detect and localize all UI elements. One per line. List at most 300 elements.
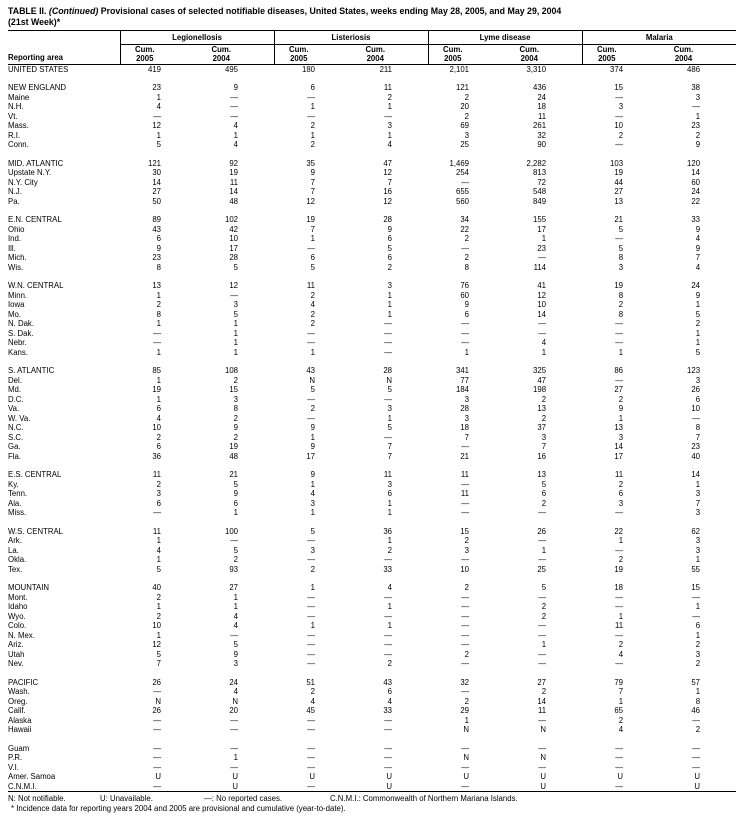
value-cell: 50	[152, 196, 161, 206]
area-cell: Va.	[8, 404, 20, 413]
value-cell: 3	[387, 281, 393, 290]
value-cell: 11	[537, 111, 547, 121]
value-cell: 9	[695, 243, 701, 253]
area-cell: Ga.	[8, 442, 21, 451]
area-cell: Colo.	[8, 621, 27, 630]
value-cell: 9	[695, 140, 701, 149]
value-cell: —	[615, 659, 624, 668]
area-cell: Guam	[8, 743, 30, 753]
value-cell: —	[230, 630, 239, 640]
value-cell: 6	[541, 489, 547, 498]
value-cell: 3	[233, 659, 239, 668]
table-row	[8, 621, 736, 631]
area-cell: Wash.	[8, 687, 30, 696]
value-cell: U	[232, 772, 239, 781]
value-cell: 1	[387, 536, 393, 545]
area-cell: Ohio	[8, 224, 25, 234]
area-cell: V.I.	[8, 762, 19, 772]
column-group-header: Malaria	[582, 31, 736, 45]
value-cell: 8	[618, 253, 624, 262]
value-cell: 2	[233, 375, 239, 385]
table-row	[8, 744, 736, 754]
column-group-header: Legionellosis	[120, 31, 274, 45]
value-cell: 4	[233, 140, 239, 149]
value-cell: 44	[614, 177, 624, 187]
area-cell: Tenn.	[8, 489, 28, 498]
table-row	[8, 763, 736, 773]
table-row	[8, 536, 736, 546]
area-cell: MID. ATLANTIC	[8, 158, 64, 168]
value-cell: 1	[233, 602, 239, 611]
year-header: 2005	[582, 54, 659, 64]
table-row	[8, 433, 736, 443]
value-cell: 48	[229, 196, 239, 206]
area-cell: Utah	[8, 649, 25, 659]
year-header: 2004	[505, 54, 582, 64]
cum-header: Cum.	[211, 45, 231, 54]
value-cell: 43	[306, 366, 316, 375]
value-cell: 3	[387, 404, 393, 413]
area-cell: La.	[8, 545, 19, 555]
value-cell: 11	[460, 489, 470, 498]
value-cell: 1	[618, 536, 624, 545]
value-cell: —	[384, 319, 393, 328]
value-cell: 3	[156, 489, 161, 498]
value-cell: 8	[464, 262, 470, 272]
cum-header: Cum.	[673, 45, 694, 54]
value-cell: 1	[233, 328, 239, 338]
area-cell: R.I.	[8, 130, 21, 140]
value-cell: 5	[387, 385, 393, 394]
area-cell: Wis.	[8, 262, 24, 272]
value-cell: 9	[695, 290, 701, 300]
value-cell: 3	[464, 130, 470, 140]
value-cell: 1	[156, 602, 161, 611]
value-cell: —	[538, 743, 547, 753]
value-cell: 6	[310, 83, 316, 92]
table-title	[8, 6, 735, 27]
value-cell: 20	[460, 102, 470, 111]
value-cell: 19	[306, 215, 316, 224]
area-cell: Mo.	[8, 309, 21, 319]
value-cell: 2	[387, 262, 393, 272]
footnote-legend	[8, 794, 735, 804]
value-cell: —	[538, 715, 547, 725]
table-row	[8, 593, 736, 603]
value-cell: 9	[387, 224, 393, 234]
value-cell: 2	[156, 300, 161, 309]
value-cell: 8	[156, 262, 161, 272]
value-cell: 2	[464, 253, 470, 262]
value-cell: 18	[614, 583, 624, 592]
value-cell: 20	[229, 706, 239, 715]
value-cell: 3,310	[526, 64, 547, 74]
area-cell: N.Y. City	[8, 177, 38, 187]
value-cell: 19	[229, 168, 239, 177]
value-cell: 560	[456, 196, 470, 206]
value-cell: —	[384, 762, 393, 772]
value-cell: 11	[229, 177, 239, 187]
value-cell: —	[615, 762, 624, 772]
value-cell: —	[307, 328, 316, 338]
value-cell: 9	[310, 423, 316, 432]
title-line2: (21st Week)*	[8, 16, 61, 27]
area-cell: W. Va.	[8, 413, 31, 423]
area-cell: Iowa	[8, 300, 25, 309]
value-cell: 10	[152, 423, 161, 432]
value-cell: 8	[233, 404, 239, 413]
value-cell: 8	[695, 696, 701, 706]
value-cell: 7	[387, 451, 393, 461]
value-cell: —	[538, 630, 547, 640]
value-cell: 9	[310, 470, 316, 479]
value-cell: 121	[147, 158, 161, 168]
value-cell: —	[307, 753, 316, 762]
value-cell: 8	[618, 290, 624, 300]
value-cell: 4	[618, 649, 624, 659]
area-cell: Hawaii	[8, 725, 32, 734]
value-cell: 1	[156, 92, 161, 102]
value-cell: 51	[306, 677, 316, 687]
value-cell: 2	[695, 319, 701, 328]
value-cell: U	[232, 781, 239, 791]
table-row	[8, 83, 736, 93]
area-cell: S. Dak.	[8, 328, 34, 338]
value-cell: —	[538, 328, 547, 338]
value-cell: 4	[310, 696, 316, 706]
value-cell: 1	[156, 394, 161, 404]
value-cell: U	[309, 772, 316, 781]
value-cell: 17	[614, 451, 624, 461]
table-row	[8, 772, 736, 782]
table-row	[8, 489, 736, 499]
value-cell: 325	[533, 366, 547, 375]
footnotes	[8, 794, 735, 814]
value-cell: 1	[695, 338, 701, 347]
value-cell: 9	[156, 243, 161, 253]
value-cell: —	[384, 555, 393, 564]
table-row	[8, 678, 736, 688]
value-cell: 3	[233, 394, 239, 404]
cum-header: Cum.	[582, 45, 659, 55]
value-cell: 2	[464, 583, 470, 592]
value-cell: 1	[695, 630, 701, 640]
value-cell: 4	[310, 300, 316, 309]
value-cell: 2	[541, 498, 547, 508]
footnote-incidence-note: * Incidence data for reporting years 2004 and 2005 are provisional and cumulative (year-to-date).	[11, 804, 346, 813]
value-cell: 23	[152, 253, 161, 262]
area-cell: Amer. Samoa	[8, 772, 56, 781]
section-gap	[8, 574, 736, 583]
value-cell: 14	[691, 470, 701, 479]
value-cell: 33	[691, 215, 701, 224]
value-cell: —	[307, 649, 316, 659]
value-cell: 34	[460, 215, 470, 224]
value-cell: —	[384, 111, 393, 121]
value-cell: 76	[460, 281, 470, 290]
value-cell: 19	[614, 281, 624, 290]
value-cell: N	[463, 753, 470, 762]
value-cell: 4	[233, 687, 239, 696]
value-cell: 2	[156, 479, 161, 489]
section-gap	[8, 357, 736, 366]
value-cell: 5	[618, 243, 624, 253]
value-cell: 3	[695, 536, 701, 545]
value-cell: N	[232, 696, 239, 706]
table-row	[8, 640, 736, 650]
value-cell: 2	[618, 300, 624, 309]
value-cell: —	[307, 338, 316, 347]
value-cell: 4	[695, 262, 701, 272]
value-cell: 7	[310, 177, 316, 187]
value-cell: 2	[310, 319, 316, 328]
value-cell: 11	[460, 470, 470, 479]
value-cell: 21	[229, 470, 239, 479]
value-cell: 6	[310, 253, 316, 262]
table-row	[8, 366, 736, 376]
value-cell: 26	[691, 385, 701, 394]
value-cell: 6	[387, 687, 393, 696]
value-cell: 1	[464, 715, 470, 725]
area-cell: Fla.	[8, 451, 21, 461]
value-cell: —	[153, 762, 161, 772]
value-cell: 38	[691, 83, 701, 92]
value-cell: 3	[618, 262, 624, 272]
value-cell: 1	[310, 508, 316, 517]
value-cell: 1	[541, 640, 547, 649]
value-cell: —	[538, 649, 547, 659]
value-cell: 5	[387, 243, 393, 253]
table-row	[8, 376, 736, 386]
value-cell: 2	[156, 432, 161, 442]
value-cell: 27	[537, 677, 547, 687]
value-cell: 4	[233, 621, 239, 630]
cum-header: Cum.	[120, 45, 197, 55]
value-cell: 11	[383, 470, 393, 479]
area-cell: Pa.	[8, 196, 20, 206]
value-cell: 1	[233, 592, 239, 602]
value-cell: 2	[541, 687, 547, 696]
value-cell: 1	[387, 309, 393, 319]
value-cell: 1	[156, 347, 161, 357]
value-cell: 14	[152, 177, 161, 187]
value-cell: —	[615, 508, 624, 517]
value-cell: 211	[379, 64, 393, 74]
value-cell: 27	[614, 385, 624, 394]
value-cell: 198	[533, 385, 547, 394]
value-cell: 42	[229, 224, 239, 234]
table-row	[8, 225, 736, 235]
value-cell: 2	[464, 536, 470, 545]
value-cell: —	[538, 762, 547, 772]
value-cell: —	[461, 781, 470, 791]
area-cell: W.S. CENTRAL	[8, 526, 64, 536]
table-row	[8, 583, 736, 593]
value-cell: 2	[695, 130, 701, 140]
value-cell: 849	[533, 196, 547, 206]
column-group-header: Listeriosis	[274, 31, 428, 45]
value-cell: 14	[614, 442, 624, 451]
value-cell: —	[692, 592, 701, 602]
value-cell: N	[540, 753, 547, 762]
value-cell: 1	[541, 234, 547, 243]
value-cell: —	[461, 687, 470, 696]
area-cell: Conn.	[8, 140, 29, 149]
value-cell: —	[461, 479, 470, 489]
value-cell: 43	[383, 677, 393, 687]
value-cell: 7	[387, 442, 393, 451]
value-cell: 14	[691, 168, 701, 177]
table-row	[8, 263, 736, 273]
year-header: 2004	[659, 54, 736, 64]
table-row	[8, 565, 736, 575]
value-cell: 2	[618, 640, 624, 649]
value-cell: 33	[383, 706, 393, 715]
value-cell: —	[538, 536, 547, 545]
column-group-header: Lyme disease	[428, 31, 582, 45]
value-cell: —	[153, 687, 161, 696]
value-cell: 22	[614, 526, 624, 536]
table-row	[8, 338, 736, 348]
area-cell: W.N. CENTRAL	[8, 281, 64, 290]
area-cell: E.S. CENTRAL	[8, 470, 62, 479]
value-cell: 7	[156, 659, 161, 668]
value-cell: —	[692, 102, 701, 111]
area-cell: Minn.	[8, 290, 28, 300]
value-cell: 3	[618, 498, 624, 508]
value-cell: —	[461, 743, 470, 753]
legend-cnmi: C.N.M.I.: Commonwealth of Northern Mariana Islands.	[330, 794, 518, 803]
value-cell: 1	[618, 413, 624, 423]
value-cell: 10	[460, 564, 470, 574]
value-cell: —	[384, 347, 393, 357]
value-cell: 9	[310, 168, 316, 177]
value-cell: —	[461, 319, 470, 328]
value-cell: 24	[691, 281, 701, 290]
value-cell: —	[153, 715, 161, 725]
table-row	[8, 253, 736, 263]
area-cell: Kans.	[8, 347, 28, 357]
value-cell: 2	[618, 555, 624, 564]
value-cell: 13	[614, 196, 624, 206]
value-cell: —	[615, 592, 624, 602]
value-cell: 72	[537, 177, 547, 187]
area-cell: Tex.	[8, 564, 23, 574]
value-cell: —	[307, 743, 316, 753]
value-cell: —	[153, 111, 161, 121]
cum-header: Cum.	[274, 45, 351, 55]
value-cell: 19	[614, 564, 624, 574]
value-cell: 23	[691, 442, 701, 451]
value-cell: U	[617, 772, 624, 781]
reporting-area-header: Reporting area	[8, 31, 120, 65]
table-row	[8, 93, 736, 103]
area-cell: Nev.	[8, 659, 24, 668]
table-row	[8, 197, 736, 207]
value-cell: 14	[537, 309, 547, 319]
title-table-number: TABLE II.	[8, 6, 47, 16]
value-cell: 6	[387, 489, 393, 498]
value-cell: 1	[695, 555, 701, 564]
table-row	[8, 112, 736, 122]
value-cell: —	[153, 781, 161, 791]
area-cell: Nebr.	[8, 338, 27, 347]
value-cell: 7	[541, 442, 547, 451]
area-cell: P.R.	[8, 753, 23, 762]
area-cell: N.C.	[8, 423, 24, 432]
value-cell: 36	[152, 451, 161, 461]
value-cell: 5	[156, 649, 161, 659]
value-cell: U	[694, 781, 701, 791]
value-cell: —	[538, 253, 547, 262]
value-cell: 11	[152, 526, 161, 536]
table-row	[8, 348, 736, 358]
value-cell: —	[615, 630, 624, 640]
value-cell: 1	[618, 696, 624, 706]
area-cell: Idaho	[8, 602, 28, 611]
area-cell: NEW ENGLAND	[8, 83, 67, 92]
value-cell: 69	[460, 121, 470, 130]
value-cell: 100	[225, 526, 239, 536]
value-cell: 2	[464, 92, 470, 102]
value-cell: 3	[541, 432, 547, 442]
value-cell: 22	[691, 196, 701, 206]
value-cell: 108	[225, 366, 239, 375]
value-cell: 11	[614, 621, 624, 630]
value-cell: 93	[229, 564, 239, 574]
table-row	[8, 687, 736, 697]
value-cell: 48	[229, 451, 239, 461]
value-cell: 3	[310, 545, 316, 555]
cum-header: Cum.	[428, 45, 505, 55]
table-row	[8, 697, 736, 707]
table-row	[8, 527, 736, 537]
value-cell: —	[538, 319, 547, 328]
table-row	[8, 546, 736, 556]
value-cell: 15	[614, 83, 624, 92]
value-cell: 4	[156, 413, 161, 423]
value-cell: —	[461, 508, 470, 517]
value-cell: 1	[156, 319, 161, 328]
value-cell: 1	[310, 479, 316, 489]
value-cell: 4	[618, 725, 624, 734]
value-cell: 23	[537, 243, 547, 253]
value-cell: 495	[225, 64, 239, 74]
value-cell: 13	[537, 470, 547, 479]
value-cell: 254	[456, 168, 470, 177]
value-cell: 5	[233, 262, 239, 272]
area-cell: Mass.	[8, 121, 29, 130]
value-cell: 5	[233, 479, 239, 489]
value-cell: 7	[618, 687, 624, 696]
value-cell: —	[384, 640, 393, 649]
value-cell: 55	[691, 564, 701, 574]
value-cell: —	[461, 338, 470, 347]
value-cell: 2	[695, 659, 701, 668]
value-cell: 5	[156, 140, 161, 149]
table-row	[8, 650, 736, 660]
year-header: 2005	[274, 54, 351, 64]
value-cell: —	[461, 442, 470, 451]
value-cell: —	[307, 111, 316, 121]
value-cell: 47	[537, 375, 547, 385]
value-cell: 1	[233, 319, 239, 328]
value-cell: 1,469	[449, 158, 470, 168]
value-cell: 6	[156, 404, 161, 413]
value-cell: 2	[233, 555, 239, 564]
value-cell: —	[461, 177, 470, 187]
value-cell: —	[692, 413, 701, 423]
